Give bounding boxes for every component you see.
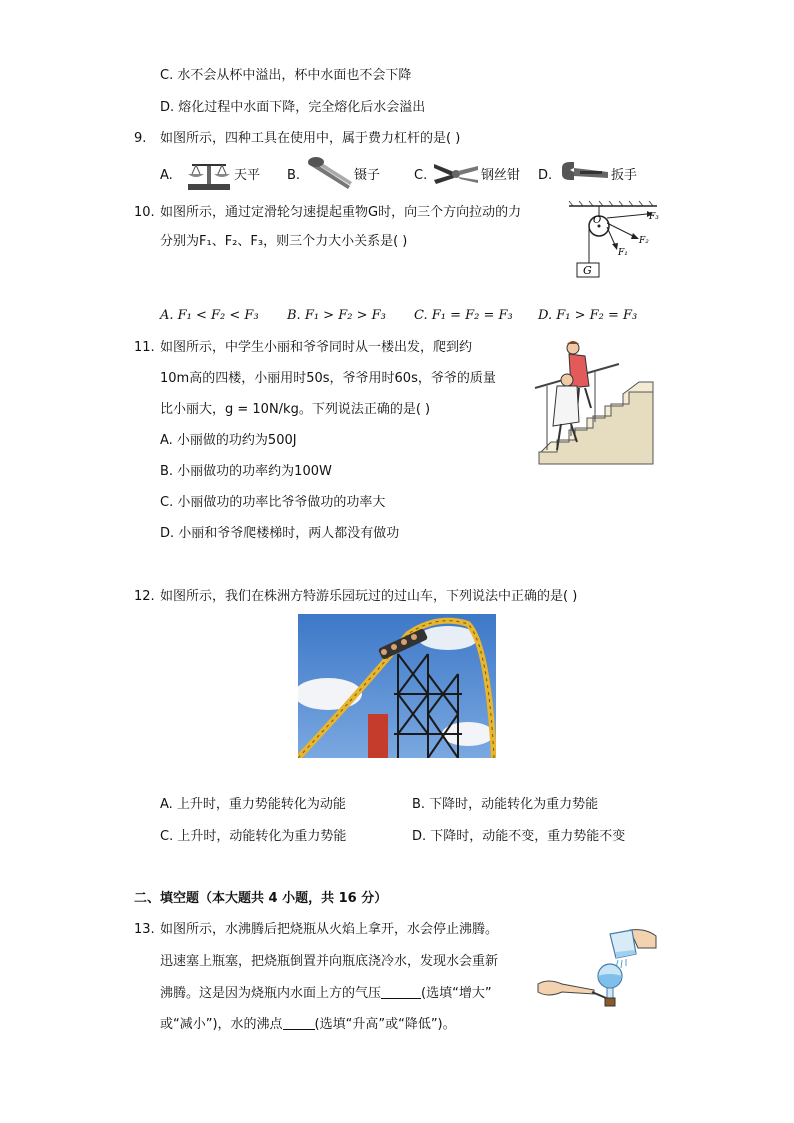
q9-option-c-letter: C. (414, 168, 428, 183)
q13-line-3-text: 沸腾。这是因为烧瓶内水面上方的气压 (160, 986, 382, 1001)
q12-option-b: B. 下降时，动能转化为重力势能 (412, 797, 599, 812)
pulley-label-o: O (593, 215, 602, 226)
q9-option-b-letter: B. (287, 168, 301, 183)
wire-pliers-icon (432, 158, 480, 190)
q11-option-d: D. 小丽和爷爷爬楼梯时，两人都没有做功 (160, 526, 400, 541)
q13-number: 13. (134, 922, 155, 937)
q13-line-3 (160, 984, 492, 1004)
section-title-fill-in: 二、填空题（本大题共 4 小题，共 16 分） (134, 891, 388, 906)
q13-line-4 (160, 1015, 456, 1035)
q10-option-d: D. F₁ > F₂ = F₃ (538, 308, 638, 323)
q10-option-b: B. F₁ > F₂ > F₃ (287, 308, 386, 323)
q12-option-d: D. 下降时，动能不变，重力势能不变 (412, 829, 626, 844)
q12-option-c: C. 上升时，动能转化为重力势能 (160, 829, 347, 844)
q11-option-c: C. 小丽做功的功率比爷爷做功的功率大 (160, 495, 386, 510)
q11-line-2: 10m高的四楼，小丽用时50s，爷爷用时60s，爷爷的质量 (160, 371, 496, 386)
q13-blank-1[interactable] (381, 984, 421, 999)
q13-line-2: 迅速塞上瓶塞，把烧瓶倒置并向瓶底浇冷水，发现水会重新 (160, 954, 499, 969)
pulley-label-f3: F₃ (649, 212, 659, 222)
q10-option-c: C. F₁ = F₂ = F₃ (414, 308, 513, 323)
q9-option-c (414, 166, 427, 186)
q10-number: 10. (134, 205, 155, 220)
q9-option-a-letter: A. (160, 168, 173, 183)
q10-line-1: 如图所示，通过定滑轮匀速提起重物G时，向三个方向拉动的力 (160, 205, 522, 220)
roller-coaster-photo (298, 614, 496, 758)
q11-line-3: 比小丽大，g = 10N/kg。下列说法正确的是( ) (160, 402, 431, 417)
q12-stem: 如图所示，我们在株洲方特游乐园玩过的过山车，下列说法中正确的是( ) (160, 589, 578, 604)
q11-number: 11. (134, 340, 155, 355)
q9-option-d-label: 扳手 (611, 168, 638, 183)
q8-option-d: D. 熔化过程中水面下降，完全熔化后水会溢出 (160, 100, 426, 115)
pulley-diagram (563, 199, 663, 281)
balance-scale-icon (184, 156, 234, 192)
q9-option-c-label: 钢丝钳 (481, 168, 521, 183)
q9-option-a-label: 天平 (234, 168, 261, 183)
flask-experiment-illustration (534, 926, 658, 1010)
q9-number: 9. (134, 131, 147, 146)
q9-stem: 如图所示，四种工具在使用中，属于费力杠杆的是( ) (160, 131, 461, 146)
pulley-label-f1: F₁ (618, 248, 628, 258)
q13-line-4-tail: (选填“升高”或“降低”)。 (314, 1017, 456, 1032)
wrench-icon (560, 160, 610, 188)
q10-option-a: A. F₁ < F₂ < F₃ (160, 308, 259, 323)
q13-line-4-text: 或“减小”)，水的沸点 (160, 1017, 283, 1032)
q10-line-2: 分别为F₁、F₂、F₃，则三个力大小关系是( ) (160, 234, 408, 249)
pulley-label-g: G (583, 264, 592, 277)
q13-line-1: 如图所示，水沸腾后把烧瓶从火焰上拿开，水会停止沸腾。 (160, 922, 499, 937)
q12-number: 12. (134, 589, 155, 604)
q9-option-b-label: 镊子 (354, 168, 381, 183)
q12-option-a: A. 上升时，重力势能转化为动能 (160, 797, 346, 812)
q11-option-a: A. 小丽做的功约为500J (160, 433, 297, 448)
q9-option-a (160, 166, 173, 186)
pulley-label-f2: F₂ (639, 236, 649, 246)
stairs-climbing-illustration (527, 338, 661, 470)
q9-option-d-letter: D. (538, 168, 553, 183)
q9-option-d (538, 166, 552, 186)
q8-option-c: C. 水不会从杯中溢出，杯中水面也不会下降 (160, 68, 412, 83)
q13-blank-2[interactable] (283, 1015, 315, 1030)
tweezers-icon (306, 156, 354, 192)
q11-option-b: B. 小丽做功的功率约为100W (160, 464, 332, 479)
q13-line-3-tail: (选填“增大” (421, 986, 492, 1001)
q9-option-b (287, 166, 300, 186)
q11-line-1: 如图所示，中学生小丽和爷爷同时从一楼出发，爬到约 (160, 340, 473, 355)
